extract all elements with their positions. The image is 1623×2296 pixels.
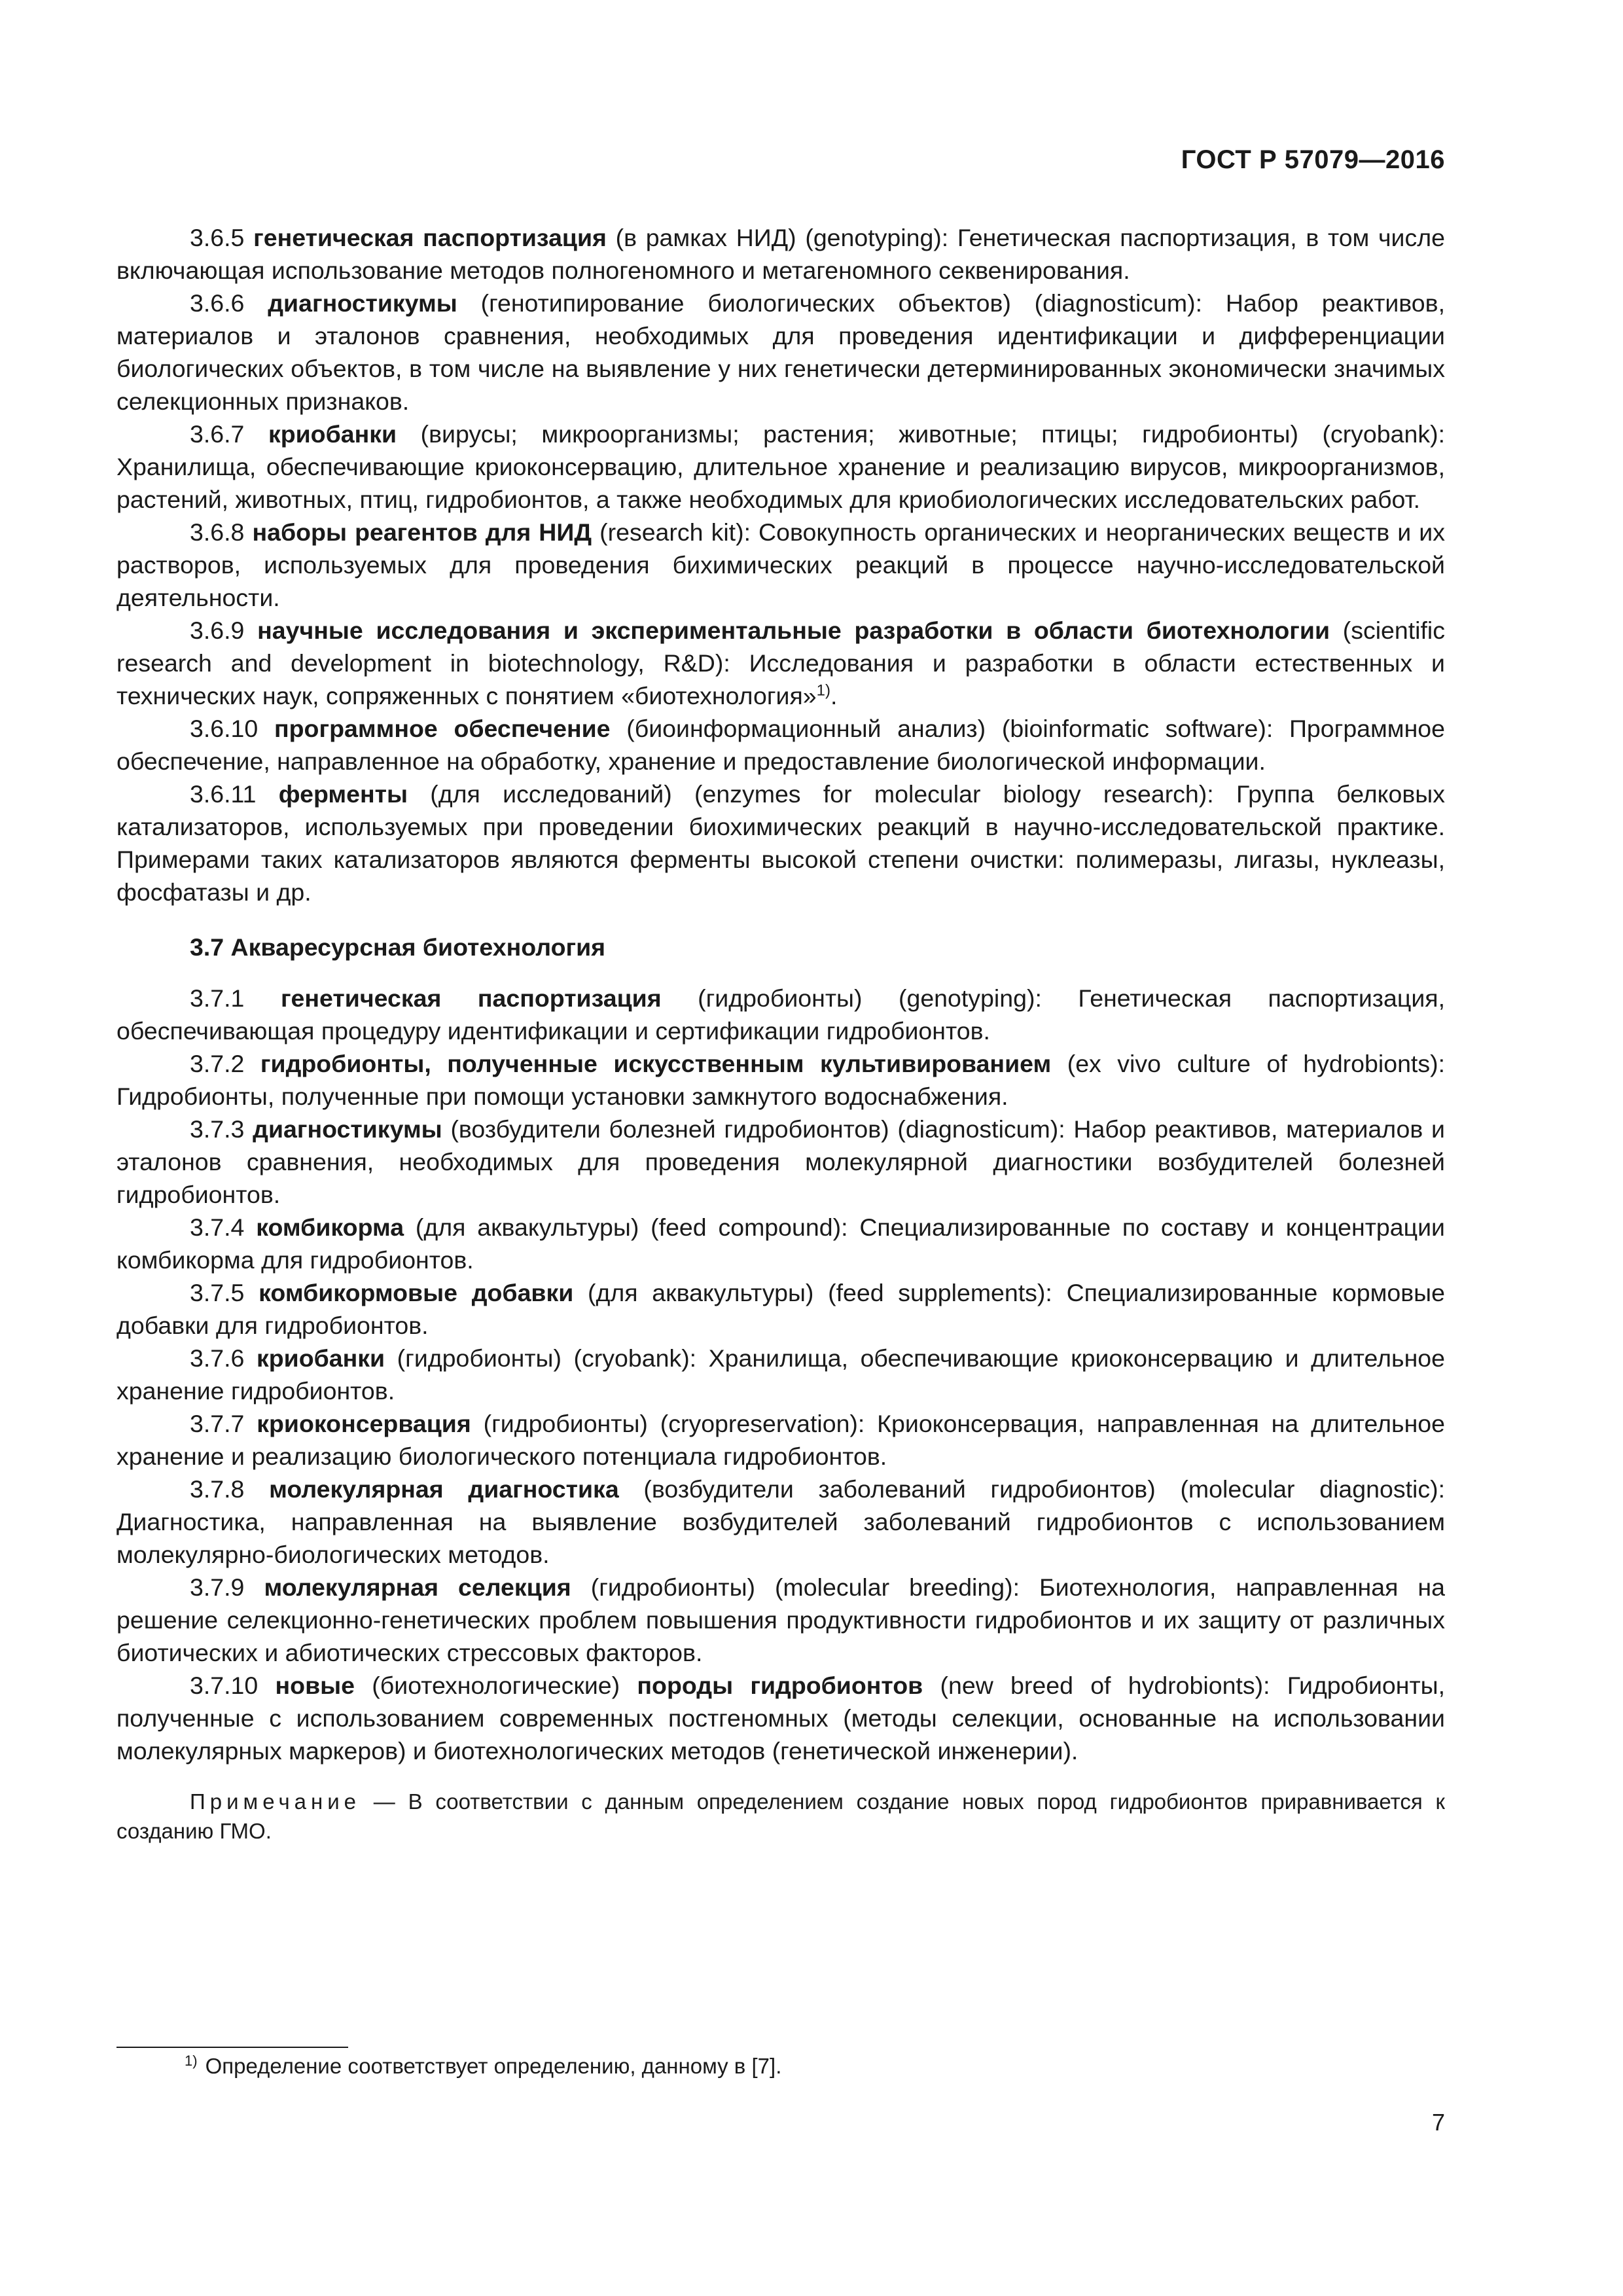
entry-definition: (для аквакультуры) (feed supplements): Специализированные кормовые добавки для гидробионтов.	[116, 1279, 1445, 1339]
entry-definition: (гидробионты) (molecular breeding): Биотехнология, направленная на решение селекционно-генетических проблем повышения продуктивности гидробионтов и их защиту от различных биотических и абиотических стрессовых факторов.	[116, 1573, 1445, 1666]
entry-3-6-7	[116, 418, 1445, 516]
entry-definition: (ex vivo culture of hydrobionts): Гидробионты, полученные при помощи установки замкнутого водоснабжения.	[116, 1050, 1446, 1110]
entry-number: 3.7.10	[190, 1672, 259, 1699]
entry-3-7-7	[116, 1407, 1445, 1473]
entry-3-7-8	[116, 1473, 1445, 1571]
footnote-separator	[116, 2047, 348, 2048]
footnote	[185, 2051, 781, 2081]
entry-term: наборы реагентов для НИД	[252, 518, 592, 546]
entry-number: 3.7.3	[190, 1115, 245, 1143]
entry-definition: (для исследований) (enzymes for molecular biology research): Группа белковых катализаторов, используемых при проведении биохимических реакций в научно-исследовательской практике. Примерами таких катализаторов являются ферменты высокой степени очистки: полимеразы, лигазы, нуклеазы, фосфатазы и др.	[116, 780, 1445, 906]
entry-number: 3.6.8	[190, 518, 245, 546]
footnote-reference[interactable]: 1)	[816, 681, 830, 700]
entry-3-6-5	[116, 221, 1445, 287]
section-heading: 3.7 Акваресурсная биотехнология	[190, 933, 606, 961]
entry-3-6-6	[116, 287, 1445, 418]
entry-number: 3.7.2	[190, 1050, 245, 1077]
entry-definition: (возбудители болезней гидробионтов) (diagnosticum): Набор реактивов, материалов и эталонов сравнения, необходимых для проведения молекулярной диагностики возбудителей болезней гидробионтов.	[116, 1115, 1446, 1208]
entry-3-6-11	[116, 778, 1445, 908]
entry-number: 3.7.1	[190, 984, 245, 1012]
note-paragraph	[116, 1787, 1445, 1846]
entry-qualifier: (биотехнологические)	[355, 1672, 637, 1699]
entry-3-7-3	[116, 1113, 1445, 1211]
entry-term: молекулярная селекция	[264, 1573, 571, 1601]
entry-number: 3.7.8	[190, 1475, 245, 1503]
entry-term-continued: породы гидробионтов	[637, 1672, 923, 1699]
entry-term: генетическая паспортизация	[253, 224, 607, 251]
entry-number: 3.6.7	[190, 420, 245, 448]
page-number: 7	[1431, 2109, 1445, 2136]
entry-number: 3.6.11	[190, 780, 257, 808]
entry-number: 3.7.4	[190, 1213, 245, 1241]
entry-3-7-5	[116, 1276, 1445, 1342]
entry-term: молекулярная диагностика	[269, 1475, 619, 1503]
entry-3-7-2	[116, 1047, 1445, 1113]
entry-term: комбикормовые добавки	[259, 1279, 574, 1306]
entry-term: диагностикумы	[253, 1115, 442, 1143]
entry-definition: (гидробионты) (cryobank): Хранилища, обеспечивающие криоконсервацию и длительное хранение гидробионтов.	[116, 1344, 1445, 1405]
entry-definition-tail: .	[830, 682, 838, 709]
entry-3-7-6	[116, 1342, 1445, 1407]
entry-definition: (вирусы; микроорганизмы; растения; животные; птицы; гидробионты) (cryobank): Хранилища, обеспечивающие криоконсервацию, длительное хранение и реализацию вирусов, микроорганизмов, растений, животных, птиц, гидробионтов, а также необходимых для криобиологических исследовательских работ.	[116, 420, 1446, 513]
entry-definition: (scientific research and development in biotechnology, R&D): Исследования и разработки в области естественных и технических наук, сопряженных с понятием «биотехнология»	[116, 617, 1445, 709]
entry-term: новые	[275, 1672, 355, 1699]
entry-term: гидробионты, полученные искусственным культивированием	[260, 1050, 1052, 1077]
entry-definition: (генотипирование биологических объектов) (diagnosticum): Набор реактивов, материалов и эталонов сравнения, необходимых для проведения идентификации и дифференциации биологических объектов, в том числе на выявление у них генетически детерминированных экономически значимых селекционных признаков.	[116, 289, 1446, 415]
entry-number: 3.6.10	[190, 715, 259, 742]
entry-definition: (в рамках НИД) (genotyping): Генетическая паспортизация, в том числе включающая использование методов полногеномного и метагеномного секвенирования.	[116, 224, 1445, 284]
note-text: — В соответствии с данным определением создание новых пород гидробионтов приравнивается к созданию ГМО.	[116, 1789, 1445, 1843]
entry-term: комбикорма	[256, 1213, 404, 1241]
entry-definition: (new breed of hydrobionts): Гидробионты, полученные с использованием современных постгеномных (методы селекции, основанные на использовании молекулярных маркеров) и биотехнологических методов (генетической инженерии).	[116, 1672, 1446, 1765]
entry-number: 3.6.9	[190, 617, 245, 644]
entry-number: 3.7.6	[190, 1344, 245, 1372]
entry-term: криобанки	[256, 1344, 385, 1372]
entry-3-6-8	[116, 516, 1445, 614]
document-body	[116, 221, 1445, 1846]
footnote-marker: 1)	[185, 2053, 198, 2069]
entry-term: ферменты	[278, 780, 408, 808]
entry-term: программное обеспечение	[274, 715, 611, 742]
note-label: Примечание	[190, 1789, 361, 1814]
entry-definition: (гидробионты) (genotyping): Генетическая паспортизация, обеспечивающая процедуру идентификации и сертификации гидробионтов.	[116, 984, 1445, 1045]
entry-3-7-10	[116, 1669, 1445, 1767]
entry-3-6-10	[116, 712, 1445, 778]
entry-term: криоконсервация	[257, 1410, 471, 1437]
entry-number: 3.7.9	[190, 1573, 245, 1601]
entry-term: криобанки	[268, 420, 397, 448]
footnote-text: Определение соответствует определению, данному в [7].	[205, 2054, 782, 2078]
entry-definition: (возбудители заболеваний гидробионтов) (molecular diagnostic): Диагностика, направленная на выявление возбудителей заболеваний гидробионтов с использованием молекулярно-биологических методов.	[116, 1475, 1445, 1568]
standard-designation: ГОСТ Р 57079—2016	[1181, 145, 1445, 174]
entry-3-7-1	[116, 982, 1445, 1047]
entry-3-7-9	[116, 1571, 1445, 1669]
entry-definition: (для аквакультуры) (feed compound): Специализированные по составу и концентрации комбикорма для гидробионтов.	[116, 1213, 1445, 1274]
entry-definition: (биоинформационный анализ) (bioinformatic software): Программное обеспечение, направленное на обработку, хранение и предоставление биологической информации.	[116, 715, 1446, 775]
entry-number: 3.6.6	[190, 289, 245, 317]
entry-number: 3.6.5	[190, 224, 245, 251]
entry-definition: (гидробионты) (cryopreservation): Криоконсервация, направленная на длительное хранение и реализацию биологического потенциала гидробионтов.	[116, 1410, 1445, 1470]
entry-term: диагностикумы	[268, 289, 457, 317]
entry-3-7-4	[116, 1211, 1445, 1276]
entry-number: 3.7.5	[190, 1279, 245, 1306]
entry-term: генетическая паспортизация	[280, 984, 662, 1012]
entry-definition: (research kit): Совокупность органических и неорганических веществ и их растворов, используемых для проведения бихимических реакций в процессе научно-исследовательской деятельности.	[116, 518, 1446, 611]
entry-3-6-9	[116, 614, 1445, 712]
entry-number: 3.7.7	[190, 1410, 245, 1437]
entry-term: научные исследования и экспериментальные разработки в области биотехнологии	[257, 617, 1330, 644]
